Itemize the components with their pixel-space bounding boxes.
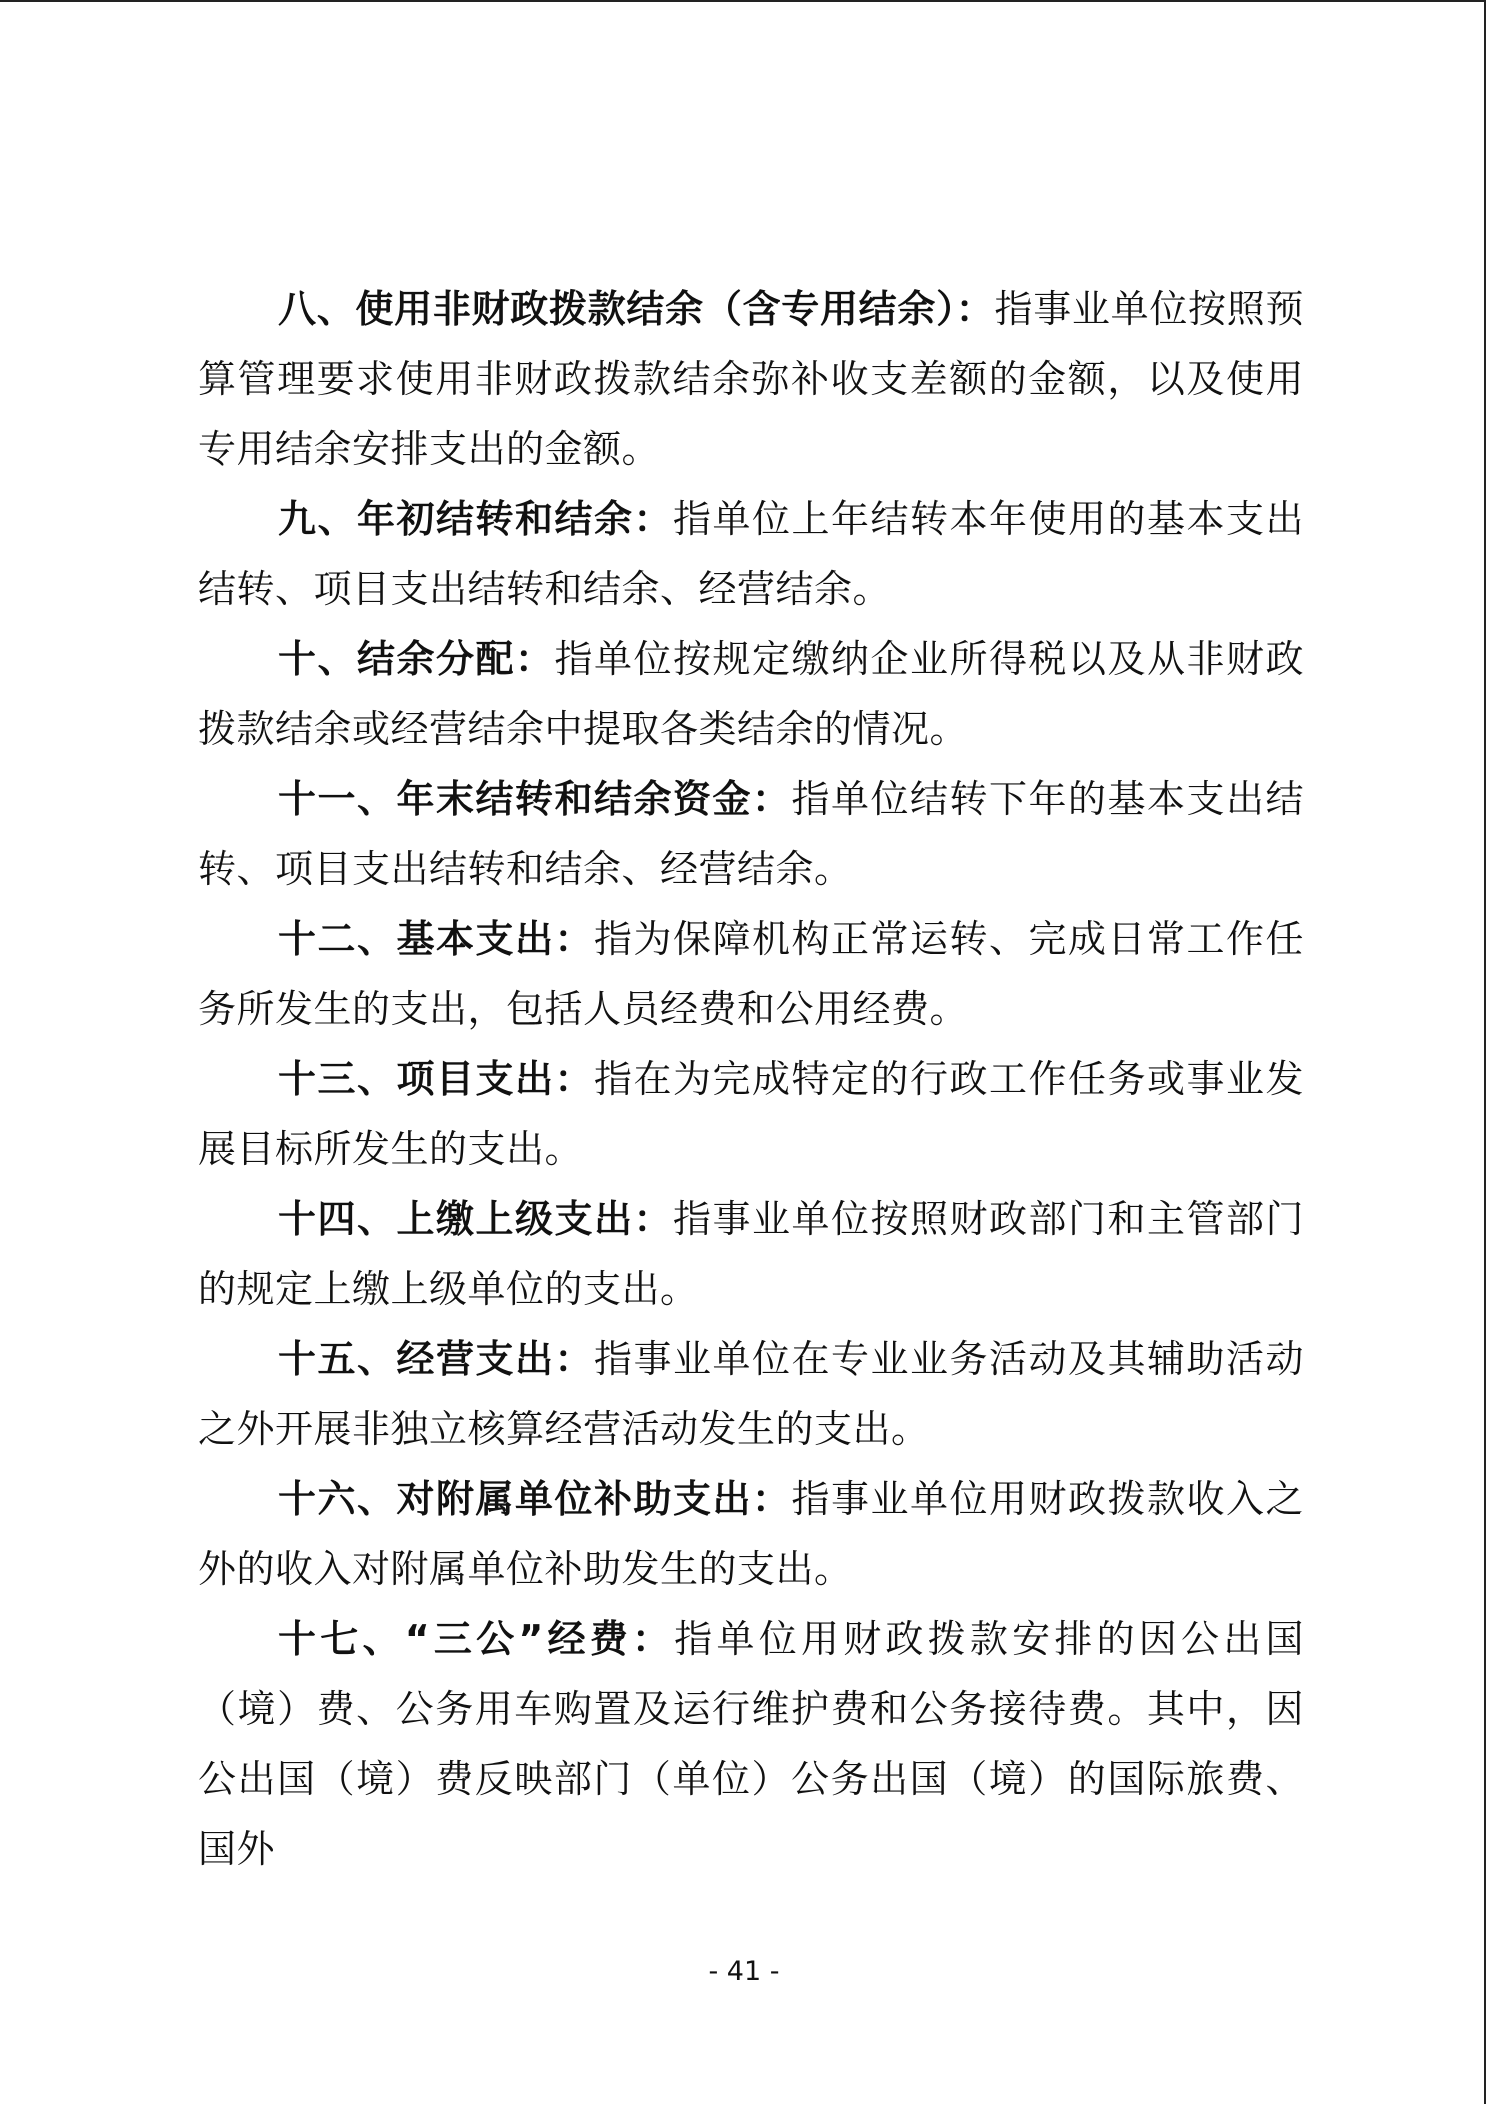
term-definition: 指事业单位按照预算管理要求使用非财政拨款结余弥补收支差额的金额，以及使用专用结余安排支出的金额。 <box>198 287 1304 471</box>
term-definition: 指单位按规定缴纳企业所得税以及从非财政拨款结余或经营结余中提取各类结余的情况。 <box>198 637 1304 751</box>
paragraph-9 <box>198 484 1304 624</box>
term-heading: 十七、“三公”经费： <box>278 1617 675 1661</box>
term-heading: 八、使用非财政拨款结余（含专用结余）： <box>278 287 995 331</box>
term-definition: 指单位上年结转本年使用的基本支出结转、项目支出结转和结余、经营结余。 <box>198 497 1304 611</box>
page-number: - 41 - <box>708 1956 780 1987</box>
paragraph-13 <box>198 1044 1304 1184</box>
paragraph-16 <box>198 1464 1304 1604</box>
document-body <box>198 274 1304 1884</box>
term-heading: 十三、项目支出： <box>278 1057 594 1101</box>
term-definition: 指单位结转下年的基本支出结转、项目支出结转和结余、经营结余。 <box>198 777 1304 891</box>
term-heading: 十一、年末结转和结余资金： <box>278 777 792 821</box>
paragraph-17 <box>198 1604 1304 1884</box>
paragraph-10 <box>198 624 1304 764</box>
paragraph-15 <box>198 1324 1304 1464</box>
term-heading: 十五、经营支出： <box>278 1337 594 1381</box>
paragraph-14 <box>198 1184 1304 1324</box>
term-definition: 指为保障机构正常运转、完成日常工作任务所发生的支出，包括人员经费和公用经费。 <box>198 917 1304 1031</box>
term-heading: 十六、对附属单位补助支出： <box>278 1477 792 1521</box>
term-heading: 十四、上缴上级支出： <box>278 1197 673 1241</box>
term-definition: 指在为完成特定的行政工作任务或事业发展目标所发生的支出。 <box>198 1057 1304 1171</box>
term-heading: 十二、基本支出： <box>278 917 594 961</box>
term-definition: 指事业单位在专业业务活动及其辅助活动之外开展非独立核算经营活动发生的支出。 <box>198 1337 1304 1451</box>
term-definition: 指事业单位按照财政部门和主管部门的规定上缴上级单位的支出。 <box>198 1197 1304 1311</box>
term-definition: 指单位用财政拨款安排的因公出国（境）费、公务用车购置及运行维护费和公务接待费。其中，因公出国（境）费反映部门（单位）公务出国（境）的国际旅费、国外 <box>198 1617 1304 1871</box>
paragraph-8 <box>198 274 1304 484</box>
paragraph-11 <box>198 764 1304 904</box>
term-heading: 九、年初结转和结余： <box>278 497 673 541</box>
paragraph-12 <box>198 904 1304 1044</box>
term-heading: 十、结余分配： <box>278 637 555 681</box>
term-definition: 指事业单位用财政拨款收入之外的收入对附属单位补助发生的支出。 <box>198 1477 1304 1591</box>
